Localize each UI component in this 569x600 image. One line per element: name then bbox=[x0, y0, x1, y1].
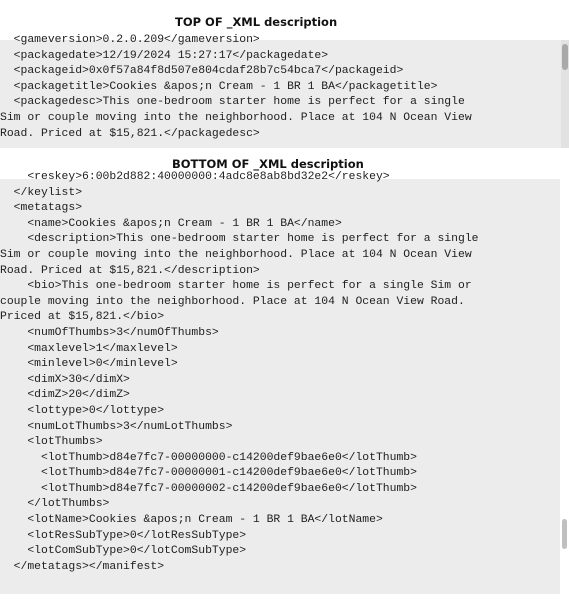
xml-line: <metatags> bbox=[0, 202, 83, 215]
xml-line: <lotComSubType>0</lotComSubType> bbox=[0, 545, 247, 558]
xml-line: <lotThumb>d84e7fc7-00000000-c14200def9bae6e0</lotThumb> bbox=[0, 451, 417, 464]
xml-line: Road. Priced at $15,821.</description> bbox=[0, 264, 260, 277]
xml-line: <dimZ>20</dimZ> bbox=[0, 389, 130, 402]
xml-line: <gameversion>0.2.0.209</gameversion> bbox=[0, 34, 260, 46]
xml-line: <packagedesc>This one-bedroom starter home is perfect for a single bbox=[0, 96, 465, 109]
xml-line: <numLotThumbs>3</numLotThumbs> bbox=[0, 420, 233, 433]
bottom-caption: BOTTOM OF _XML description bbox=[172, 157, 364, 171]
xml-line: <bio>This one-bedroom starter home is perfect for a single Sim or bbox=[0, 280, 472, 293]
xml-line: <description>This one-bedroom starter home is perfect for a single bbox=[0, 233, 479, 246]
xml-line: <lottype>0</lottype> bbox=[0, 404, 165, 417]
bottom-xml-panel[interactable] bbox=[0, 171, 560, 594]
xml-line: <packagedate>12/19/2024 15:27:17</packagedate> bbox=[0, 49, 329, 62]
xml-line: </lotThumbs> bbox=[0, 498, 110, 511]
bottom-xml-code bbox=[0, 170, 560, 575]
xml-line: <packageid>0x0f57a84f8d507e804cdaf28b7c54bca7</packageid> bbox=[0, 65, 404, 78]
xml-line: couple moving into the neighborhood. Place at 104 N Ocean View Road. bbox=[0, 295, 465, 308]
xml-line: <numOfThumbs>3</numOfThumbs> bbox=[0, 326, 219, 339]
top-xml-panel[interactable] bbox=[0, 34, 569, 148]
xml-line: <lotThumb>d84e7fc7-00000002-c14200def9bae6e0</lotThumb> bbox=[0, 482, 417, 495]
xml-line: <name>Cookies &apos;n Cream - 1 BR 1 BA</name> bbox=[0, 217, 342, 230]
xml-line: <dimX>30</dimX> bbox=[0, 373, 130, 386]
xml-line: <maxlevel>1</maxlevel> bbox=[0, 342, 178, 355]
xml-line: </metatags></manifest> bbox=[0, 560, 165, 573]
xml-line: <reskey>6:00b2d882:40000000:4adc8e8ab8bd32e2</reskey> bbox=[0, 171, 390, 183]
xml-line: <lotThumbs> bbox=[0, 436, 103, 449]
xml-line: Priced at $15,821.</bio> bbox=[0, 311, 165, 324]
xml-line: <minlevel>0</minlevel> bbox=[0, 358, 178, 371]
top-xml-code bbox=[0, 33, 569, 142]
xml-line: <lotName>Cookies &apos;n Cream - 1 BR 1 BA</lotName> bbox=[0, 514, 383, 527]
xml-line: Sim or couple moving into the neighborhood. Place at 104 N Ocean View bbox=[0, 111, 472, 124]
top-scroll-thumb[interactable] bbox=[562, 44, 568, 70]
xml-line: <packagetitle>Cookies &apos;n Cream - 1 BR 1 BA</packagetitle> bbox=[0, 80, 438, 93]
xml-line: Sim or couple moving into the neighborhood. Place at 104 N Ocean View bbox=[0, 248, 472, 261]
bottom-scroll-thumb[interactable] bbox=[562, 519, 567, 549]
top-scrollbar[interactable] bbox=[561, 40, 569, 148]
xml-line: Road. Priced at $15,821.</packagedesc> bbox=[0, 127, 260, 140]
xml-line: <lotThumb>d84e7fc7-00000001-c14200def9bae6e0</lotThumb> bbox=[0, 467, 417, 480]
xml-line: </keylist> bbox=[0, 186, 83, 199]
xml-line: <lotResSubType>0</lotResSubType> bbox=[0, 529, 247, 542]
top-caption: TOP OF _XML description bbox=[175, 15, 338, 29]
bottom-scrollbar[interactable] bbox=[560, 179, 569, 594]
